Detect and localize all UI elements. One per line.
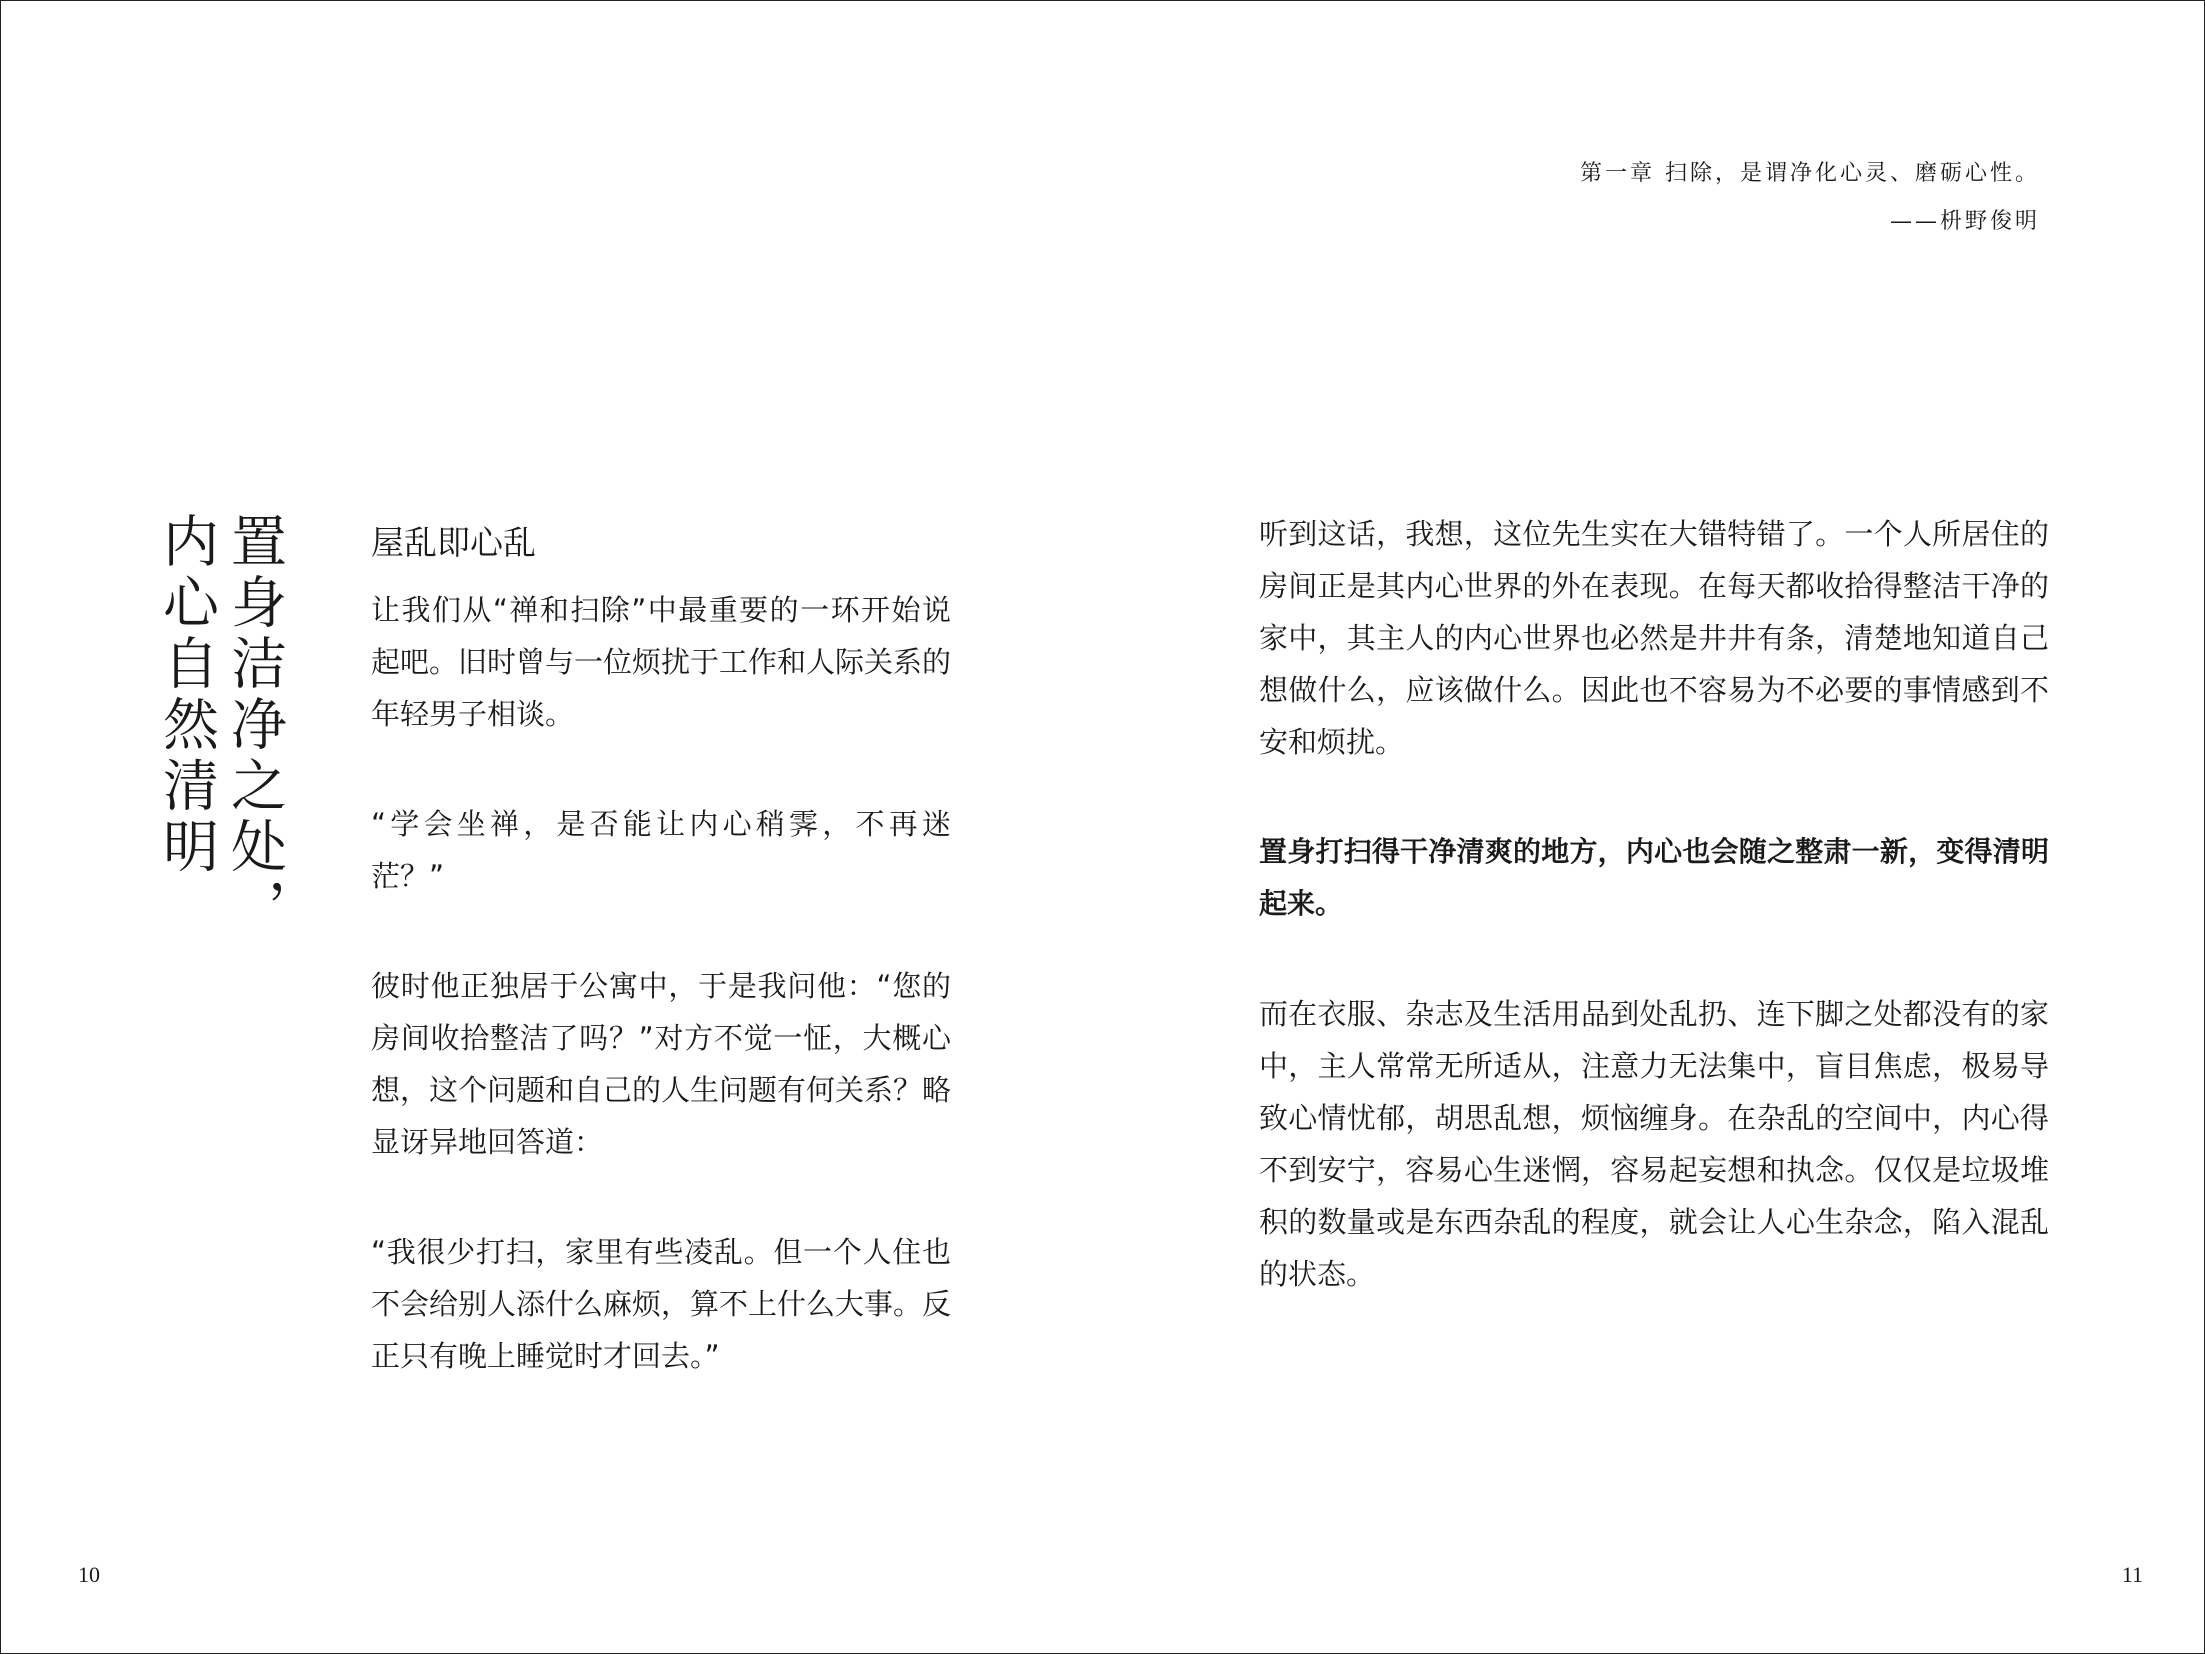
chapter-title: 第一章 扫除，是谓净化心灵、磨砺心性。 xyxy=(1580,161,2040,186)
page-number-left: 10 xyxy=(78,1562,100,1587)
paragraph: 听到这话，我想，这位先生实在大错特错了。一个人所居住的房间正是其内心世界的外在表现。在每天都收拾得整洁干净的家中，其主人的内心世界也必然是井井有条，清楚地知道自己想做什么，应该做什么。因此也不容易为不必要的事情感到不安和烦扰。 xyxy=(1259,517,2049,759)
vertical-title xyxy=(154,512,287,939)
vertical-title-line-2: 内心自然清明 xyxy=(154,512,219,878)
right-column xyxy=(1259,508,2049,1358)
highlight-paragraph: 置身打扫得干净清爽的地方，内心也会随之整肃一新，变得清明起来。 xyxy=(1259,835,2049,920)
vertical-title-line-1: 置身洁净之处， xyxy=(222,512,287,939)
section-title: 屋乱即心乱 xyxy=(371,523,536,562)
left-column xyxy=(371,508,951,1440)
paragraph: 而在衣服、杂志及生活用品到处乱扔、连下脚之处都没有的家中，主人常常无所适从，注意力无法集中，盲目焦虑，极易导致心情忧郁，胡思乱想，烦恼缠身。在杂乱的空间中，内心得不到安宁，容易心生迷惘，容易起妄想和执念。仅仅是垃圾堆积的数量或是东西杂乱的程度，就会让人心生杂念，陷入混乱的状态。 xyxy=(1259,997,2049,1291)
chapter-author: ——枡野俊明 xyxy=(1889,209,2040,234)
chapter-header xyxy=(1580,150,2040,246)
page-number-right: 11 xyxy=(2121,1562,2143,1587)
paragraph: 彼时他正独居于公寓中，于是我问他：“您的房间收拾整洁了吗？”对方不觉一怔，大概心想，这个问题和自己的人生问题有何关系？略显讶异地回答道： xyxy=(371,969,952,1159)
paragraph: 让我们从“禅和扫除”中最重要的一环开始说起吧。旧时曾与一位烦扰于工作和人际关系的年轻男子相谈。 xyxy=(371,593,952,731)
paragraph: “我很少打扫，家里有些凌乱。但一个人住也不会给别人添什么麻烦，算不上什么大事。反正只有晚上睡觉时才回去。” xyxy=(371,1235,952,1373)
paragraph: “学会坐禅，是否能让内心稍霁，不再迷茫？” xyxy=(371,807,951,893)
